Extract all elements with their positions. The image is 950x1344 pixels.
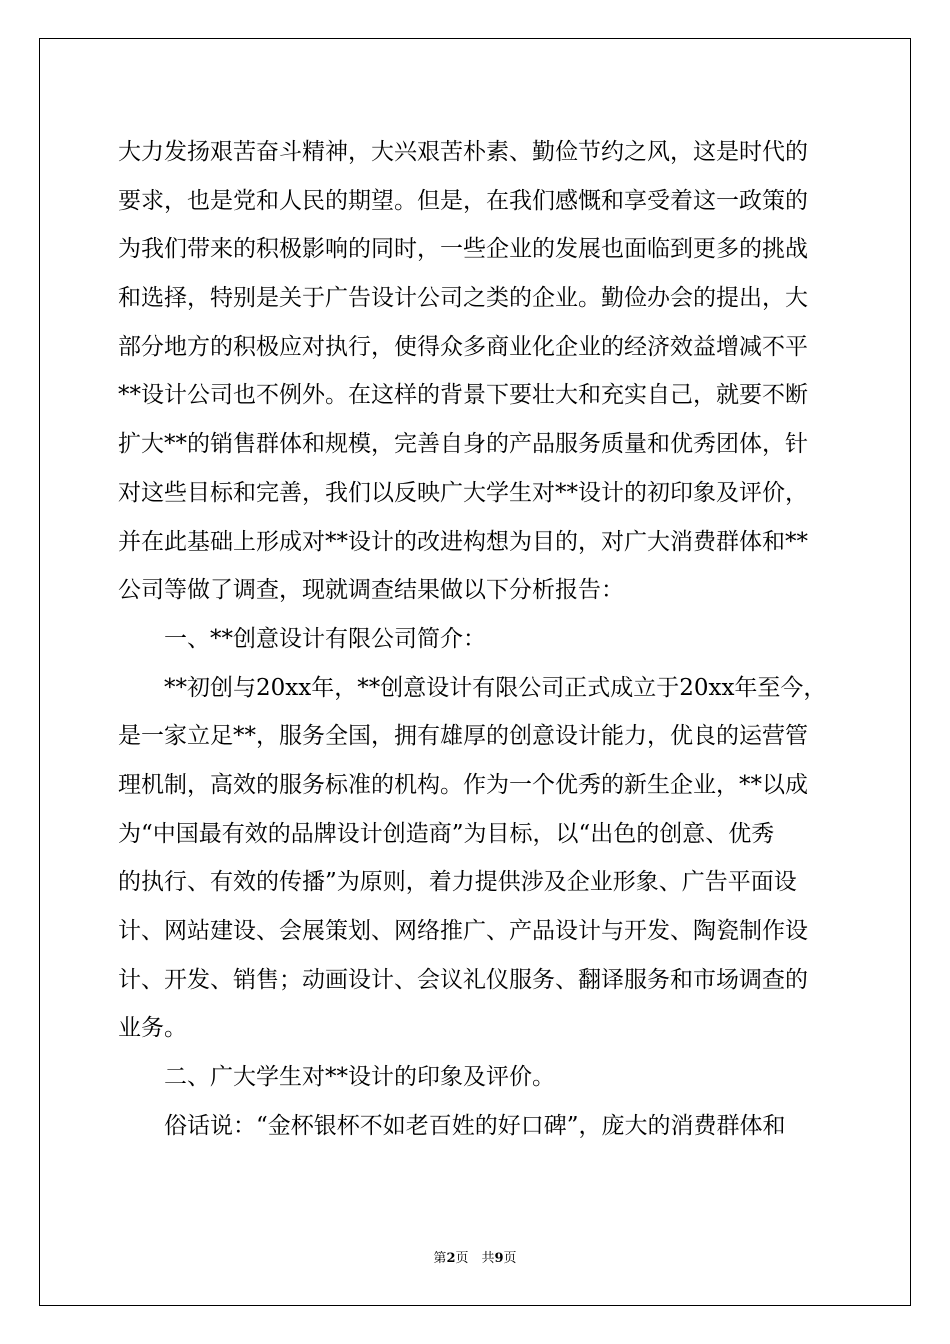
body-line: **设计公司也不例外。在这样的背景下要壮大和充实自己，就要不断 — [118, 382, 808, 409]
body-line: 为“中国最有效的品牌设计创造商”为目标，以“出色的创意、优秀 — [118, 820, 775, 847]
body-line: 并在此基础上形成对**设计的改进构想为目的，对广大消费群体和** — [118, 528, 808, 555]
body-line: 是一家立足**，服务全国，拥有雄厚的创意设计能力，优良的运营管 — [118, 723, 808, 750]
body-line: 部分地方的积极应对执行，使得众多商业化企业的经济效益增减不平 — [118, 333, 808, 360]
footer-middle: 页 共 — [455, 1251, 495, 1266]
body-line: 为我们带来的积极影响的同时，一些企业的发展也面临到更多的挑战 — [118, 236, 808, 263]
body-line: 俗话说：“金杯银杯不如老百姓的好口碑”，庞大的消费群体和 — [164, 1112, 786, 1139]
footer-prefix: 第 — [433, 1251, 447, 1266]
footer-suffix: 页 — [503, 1251, 517, 1266]
body-line: 扩大**的销售群体和规模，完善自身的产品服务质量和优秀团体，针 — [118, 431, 808, 458]
page-footer — [0, 1247, 950, 1266]
body-line: 和选择，特别是关于广告设计公司之类的企业。勤俭办会的提出，大 — [118, 285, 808, 312]
body-line: 对这些目标和完善，我们以反映广大学生对**设计的初印象及评价， — [118, 479, 808, 506]
body-line: 计、网站建设、会展策划、网络推广、产品设计与开发、陶瓷制作设 — [118, 918, 808, 944]
body-line: 要求，也是党和人民的期望。但是，在我们感慨和享受着这一政策的 — [118, 187, 808, 214]
section-heading-2: 二、广大学生对**设计的印象及评价。 — [164, 1064, 555, 1091]
current-page-number: 2 — [446, 1251, 456, 1266]
total-page-number: 9 — [494, 1251, 504, 1266]
body-line: 业务。 — [118, 1015, 187, 1042]
document-body — [118, 128, 838, 1150]
body-line: **初创与20xx年，**创意设计有限公司正式成立于20xx年至今， — [164, 674, 827, 701]
body-line: 公司等做了调查，现就调查结果做以下分析报告： — [118, 577, 624, 604]
body-line: 的执行、有效的传播”为原则，着力提供涉及企业形象、广告平面设 — [118, 869, 797, 896]
body-line: 计、开发、销售；动画设计、会议礼仪服务、翻译服务和市场调查的 — [118, 966, 808, 993]
section-heading-1: 一、**创意设计有限公司简介： — [164, 625, 486, 652]
body-line: 理机制，高效的服务标准的机构。作为一个优秀的新生企业，**以成 — [118, 771, 808, 798]
body-line: 大力发扬艰苦奋斗精神，大兴艰苦朴素、勤俭节约之风，这是时代的 — [118, 139, 808, 165]
